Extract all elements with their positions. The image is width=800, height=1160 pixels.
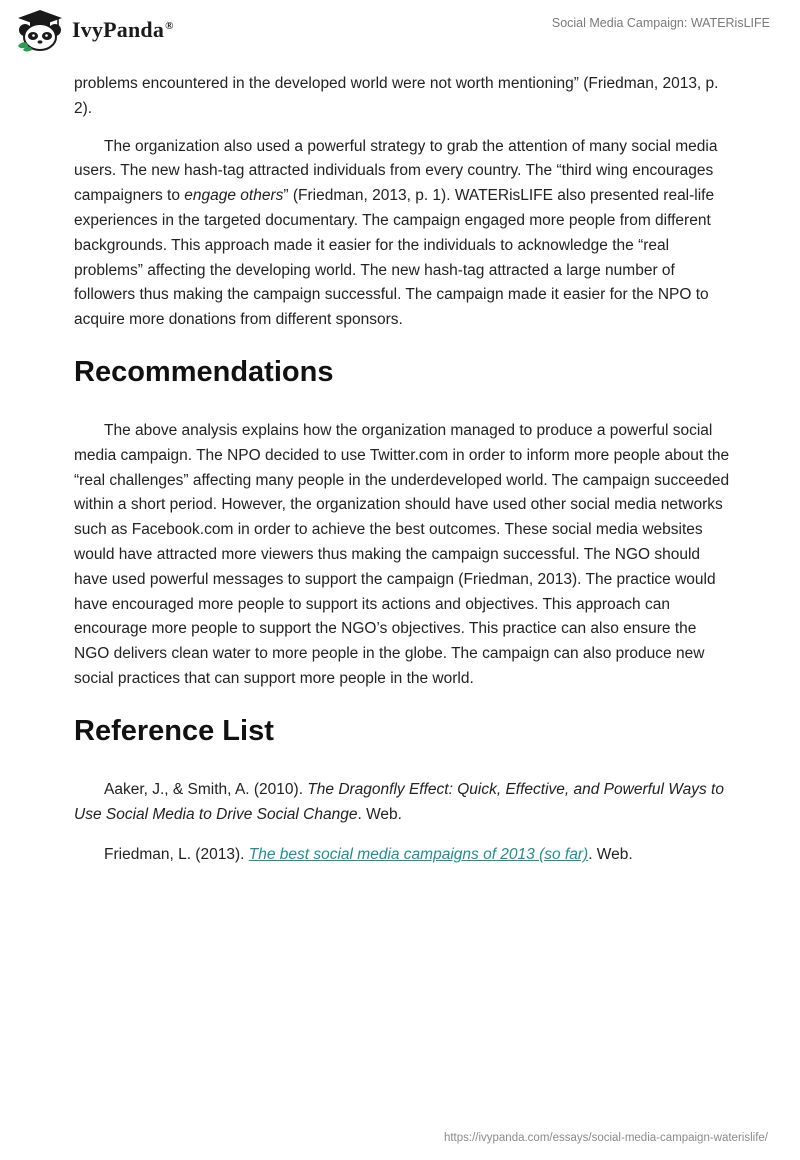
brand-name: IvyPanda®	[72, 17, 174, 42]
emphasis-text: engage others	[184, 187, 284, 205]
paragraph-text: ” (Friedman, 2013, p. 1). WATERisLIFE also presented real-life experiences in the targeted documentary. The campaign engaged more people from different backgrounds. This approach made it easier for the individuals to acknowledge the “real problems” affecting the developing world. The new hash-tag attracted a large number of followers thus making the campaign successful. The campaign made it easier for the NPO to acquire more donations from different sponsors.	[74, 187, 715, 329]
reference-suffix: . Web.	[357, 805, 402, 823]
running-title: Social Media Campaign: WATERisLIFE	[551, 16, 770, 30]
recommendations-heading: Recommendations	[74, 355, 334, 388]
panda-graduate-icon	[14, 8, 66, 52]
footer-url: https://ivypanda.com/essays/social-media-campaign-waterislife/	[443, 1132, 768, 1144]
reference-authors: Friedman, L. (2013).	[104, 846, 249, 864]
reference-authors: Aaker, J., & Smith, A. (2010).	[104, 780, 308, 798]
paragraph-recommendations: The above analysis explains how the organization managed to produce a powerful social media campaign. The NPO decided to use Twitter.com in order to inform more people about the “real challenges” affecting many people in the underdeveloped world. The campaign succeeded within a short period. However, the organization should have used other social media networks such as Facebook.com in order to achieve the best outcomes. These social media websites would have attracted more viewers thus making the campaign successful. The NGO should have used powerful messages to support the campaign (Friedman, 2013). The practice would have encouraged more people to support its actions and objectives. This approach can encourage more people to support the NGO’s objectives. This practice can also ensure the NGO delivers clean water to more people in the globe. The campaign can also produce new social practices that can support more people in the world.	[74, 421, 730, 687]
reference-list-heading: Reference List	[74, 714, 274, 747]
paragraph-continuation: problems encountered in the developed world were not worth mentioning” (Friedman, 2013, p. 2).	[74, 75, 719, 117]
ivypanda-logo[interactable]	[14, 8, 174, 52]
paragraph-text: The organization also used a powerful strategy to grab the attention of many social media users. The new hash-tag attracted individuals from every country. The “third wing encourages campaigners to	[74, 137, 718, 205]
registered-mark: ®	[165, 19, 174, 32]
reference-link[interactable]: The best social media campaigns of 2013 (so far)	[248, 846, 589, 864]
reference-title: The Dragonfly Effect: Quick, Effective, and Powerful Ways to Use Social Media to Drive Social Change	[74, 780, 724, 823]
reference-entry	[74, 843, 734, 868]
paragraph-strategy	[74, 135, 734, 333]
page-header	[0, 0, 800, 70]
reference-suffix: . Web.	[588, 846, 633, 864]
essay-content	[74, 72, 734, 868]
reference-entry	[74, 778, 734, 828]
